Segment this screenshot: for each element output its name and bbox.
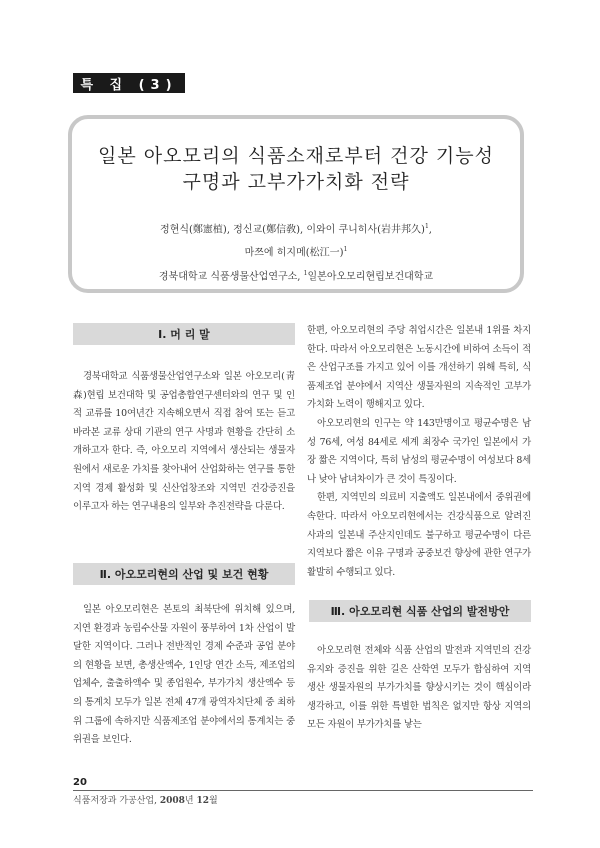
journal-month-unit: 월 [209, 796, 218, 806]
section-3-heading: Ⅲ. 아오모리현 식품 산업의 발전방안 [309, 600, 531, 622]
footer-journal [73, 793, 218, 806]
journal-year-unit: 년 [184, 796, 194, 806]
affiliation-sup: 1 [303, 269, 308, 277]
authors-line-1 [72, 217, 520, 240]
affiliation-text: 경북대학교 식품생물산업연구소, [158, 270, 304, 282]
authors-line-1-text: 정현식(鄭憲植), 정신교(鄭信敎), 이와이 쿠니히사(岩井邦久) [160, 224, 425, 236]
article-title [72, 143, 520, 195]
feature-banner: 특 집 (3) [73, 73, 185, 93]
right-paragraph-2: 아오모리현의 인구는 약 143만명이고 평균수명은 남성 76세, 여성 84세로 세계 최장수 국가인 일본에서 가장 짧은 지역이다, 특히 남성의 평균수명이 여성보다 8세나 낮아 남녀차이가 큰 것이 특징이다. [307, 417, 531, 485]
journal-name: 식품저장과 가공산업, [73, 796, 157, 806]
authors-line-2-sup: 1 [343, 246, 348, 254]
title-line-2: 구명과 고부가가치화 전략 [182, 171, 410, 193]
title-box [68, 115, 524, 293]
affiliation-line [72, 264, 520, 287]
title-line-1: 일본 아오모리의 식품소재로부터 건강 기능성 [98, 145, 494, 167]
section-2-heading: Ⅱ. 아오모리현의 산업 및 보건 현황 [73, 563, 295, 585]
journal-month: 12 [196, 796, 210, 806]
right-paragraph-1: 한편, 아오모리현의 주당 취업시간은 일본내 1위를 차지한다. 따라서 아오모리현은 노동시간에 비하여 소득이 적은 산업구조를 가지고 있어 이를 개선하기 위해 특히, 식품제조업 분야에서 지역산 생물자원의 지속적인 고부가가치화 노력이 행해지고 있다. [307, 325, 531, 411]
authors-line-2-text: 마쯔에 히지메(松江一) [244, 247, 344, 259]
affiliation-tail: 일본아오모리현립보건대학교 [307, 270, 434, 282]
section-3-paragraph: 아오모리현 전체와 식품 산업의 발전과 지역민의 건강 유지와 증진을 위한 길은 산학연 모두가 합심하여 지역 생산 생물자원의 부가가치를 향상시키는 것이 핵심이라 생각하고, 이를 위한 특별한 법칙은 없지만 항상 지역의 모든 자원이 부가가치를 낳는 [307, 645, 531, 731]
page-number: 20 [73, 777, 87, 788]
section-3-body [307, 642, 531, 735]
authors-line-1-tail: , [428, 224, 432, 236]
section-1-heading: Ⅰ. 머 리 말 [73, 323, 295, 345]
journal-year: 2008 [159, 796, 185, 806]
section-1-paragraph: 경북대학교 식품생물산업연구소와 일본 아오모리(靑森)현립 보건대학 및 공업총합연구센터와의 연구 및 인적 교류를 10여년간 지속해오면서 직접 참여 또는 듣고 바라본 교류 상대 기관의 연구 사명과 현황을 간단히 소개하고자 한다. 즉, 아오모리 지역에서 생산되는 생물자원에서 새로운 가치를 찾아내어 산업화하는 연구를 통한 지역 경제 활성화 및 신산업창조와 지역민 건강증진을 이루고자 하는 연구내용의 일부와 추진전략을 다룬다. [73, 371, 295, 513]
footer-rule [73, 790, 533, 791]
authors-line-2 [72, 240, 520, 263]
right-paragraph-3: 한편, 지역민의 의료비 지출액도 일본내에서 중위권에 속한다. 따라서 아오모리현에서는 건강식품으로 알려진 사과의 일본내 주산지인데도 불구하고 평균수명이 다른 지역보다 짧은 이유 구명과 공중보건 향상에 관한 연구가 활발히 수행되고 있다. [307, 492, 531, 578]
section-1-body [73, 368, 295, 517]
right-column-body [307, 322, 531, 582]
authors-line-1-sup: 1 [424, 223, 429, 230]
author-block [72, 217, 520, 287]
section-2-body [73, 601, 295, 750]
section-2-paragraph: 일본 아오모리현은 본토의 최북단에 위치해 있으며, 지연 환경과 농림수산물 자원이 풍부하여 1차 산업이 발달한 지역이다. 그러나 전반적인 경제 수준과 공업 분야의 현황을 보면, 총생산액수, 1인당 연간 소득, 제조업의 업체수, 출출하액수 및 종업원수, 부가가치 생산액수 등의 통계치 모두가 일본 전체 47개 광역자치단체 중 최하위 그룹에 속하지만 식품제조업 분야에서의 통계치는 중위권을 보인다. [73, 604, 295, 746]
